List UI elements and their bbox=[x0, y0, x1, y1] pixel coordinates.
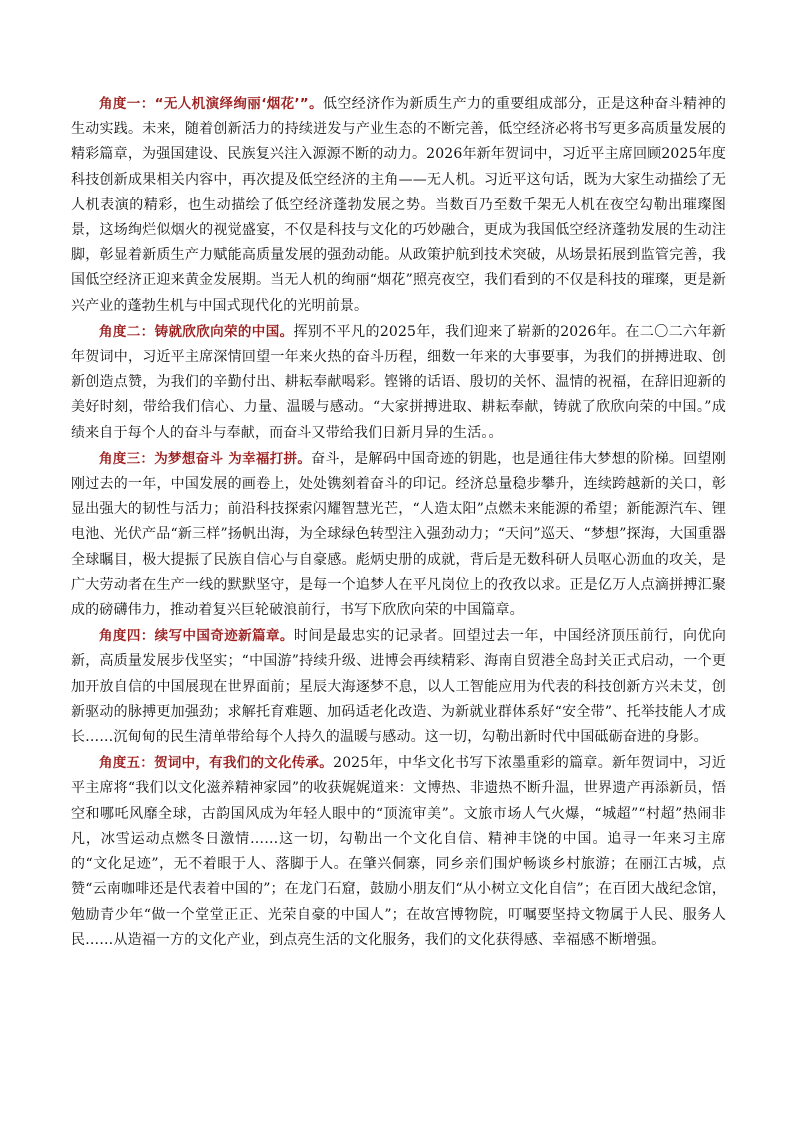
angle-paragraph-5 bbox=[71, 751, 726, 953]
angle-heading-2: 角度二：铸就欣欣向荣的中国。 bbox=[99, 323, 294, 340]
angle-heading-4: 角度四：续写中国奇迹新篇章。 bbox=[99, 628, 294, 645]
angle-paragraph-1 bbox=[71, 92, 726, 319]
angle-body-4: 时间是最忠实的记录者。回望过去一年，中国经济顶压前行，向优向新，高质量发展步伐坚实；“中国游”持续升级、进博会再续精彩、海南自贸港全岛封关正式启动，一个更加开放自信的中国展现在世界面前；星辰大海逐梦不息，以人工智能应用为代表的科技创新方兴未艾，创新驱动的脉搏更加强劲；求解托育难题、加码适老化改造、为新就业群体系好“安全带”、托举技能人才成长……沉甸甸的民生清单带给每个人持久的温暖与感动。这一切，勾勒出新时代中国砥砺奋进的身影。 bbox=[71, 628, 726, 746]
angle-paragraph-2 bbox=[71, 320, 726, 446]
angle-heading-1: 角度一：“无人机演绎绚丽‘烟花’”。 bbox=[99, 96, 323, 112]
angle-heading-3: 角度三：为梦想奋斗 为幸福打拼。 bbox=[99, 450, 312, 467]
angle-paragraph-4 bbox=[71, 624, 726, 750]
angle-body-3: 奋斗，是解码中国奇迹的钥匙，也是通往伟大梦想的阶梯。回望刚刚过去的一年，中国发展的画卷上，处处镌刻着奋斗的印记。经济总量稳步攀升，连续跨越新的关口，彰显出强大的韧性与活力；前沿科技探索闪耀智慧光芒，“人造太阳”点燃未来能源的希望；新能源汽车、锂电池、光伏产品“新三样”扬帆出海，为全球绿色转型注入强劲动力；“天问”巡天、“梦想”探海，大国重器全球瞩目，极大提振了民族自信心与自豪感。彪炳史册的成就，背后是无数科研人员呕心沥血的攻关，是广大劳动者在生产一线的默默坚守，是每一个追梦人在平凡岗位上的孜孜以求。正是亿万人点滴拼搏汇聚成的磅礴伟力，推动着复兴巨轮破浪前行，书写下欣欣向荣的中国篇章。 bbox=[71, 450, 726, 619]
angle-heading-5: 角度五：贺词中，有我们的文化传承。 bbox=[99, 755, 334, 772]
angle-body-2: 挥别不平凡的2025年，我们迎来了崭新的2026年。在二〇二六年新年贺词中，习近平主席深情回望一年来火热的奋斗历程，细数一年来的大事要事，为我们的拼搏进取、创新创造点赞，为我们的辛勤付出、耕耘奉献喝彩。铿锵的话语、殷切的关怀、温情的祝福，在辞旧迎新的美好时刻，带给我们信心、力量、温暖与感动。“大家拼搏进取、耕耘奉献，铸就了欣欣向荣的中国。”成绩来自于每个人的奋斗与奉献，而奋斗又带给我们日新月异的生活。。 bbox=[71, 323, 726, 441]
document-page bbox=[71, 92, 726, 954]
angle-body-5: 2025年，中华文化书写下浓墨重彩的篇章。新年贺词中，习近平主席将“我们以文化滋养精神家园”的收获娓娓道来：文博热、非遗热不断升温，世界遗产再添新员，悟空和哪吒风靡全球，古韵国风成为年轻人眼中的“顶流审美”。文旅市场人气火爆，“城超”“村超”热闹非凡，冰雪运动点燃冬日激情……这一切，勾勒出一个文化自信、精神丰饶的中国。追寻一年来习主席的“文化足迹”，无不着眼于人、落脚于人。在肇兴侗寨，同乡亲们围炉畅谈乡村旅游；在丽江古城，点赞“云南咖啡还是代表着中国的”；在龙门石窟，鼓励小朋友们“从小树立文化自信”；在百团大战纪念馆，勉励青少年“做一个堂堂正正、光荣自豪的中国人”；在故宫博物院，叮嘱要坚持文物属于人民、服务人民……从造福一方的文化产业，到点亮生活的文化服务，我们的文化获得感、幸福感不断增强。 bbox=[71, 755, 726, 948]
angle-paragraph-3 bbox=[71, 447, 726, 623]
angle-body-1: 低空经济作为新质生产力的重要组成部分，正是这种奋斗精神的生动实践。未来，随着创新活力的持续迸发与产业生态的不断完善，低空经济必将书写更多高质量发展的精彩篇章，为强国建设、民族复兴注入源源不断的动力。2026年新年贺词中，习近平主席回顾2025年度科技创新成果相关内容中，再次提及低空经济的主角——无人机。习近平这句话，既为大家生动描绘了无人机表演的精彩，也生动描绘了低空经济蓬勃发展之势。当数百乃至数千架无人机在夜空勾勒出璀璨图景，这场绚烂似烟火的视觉盛宴，不仅是科技与文化的巧妙融合，更成为我国低空经济蓬勃发展的生动注脚，彰显着新质生产力赋能高质量发展的强劲动能。从政策护航到技术突破，从场景拓展到监管完善，我国低空经济正迎来黄金发展期。当无人机的绚丽“烟花”照亮夜空，我们看到的不仅是科技的璀璨，更是新兴产业的蓬勃生机与中国式现代化的光明前景。 bbox=[71, 96, 727, 314]
